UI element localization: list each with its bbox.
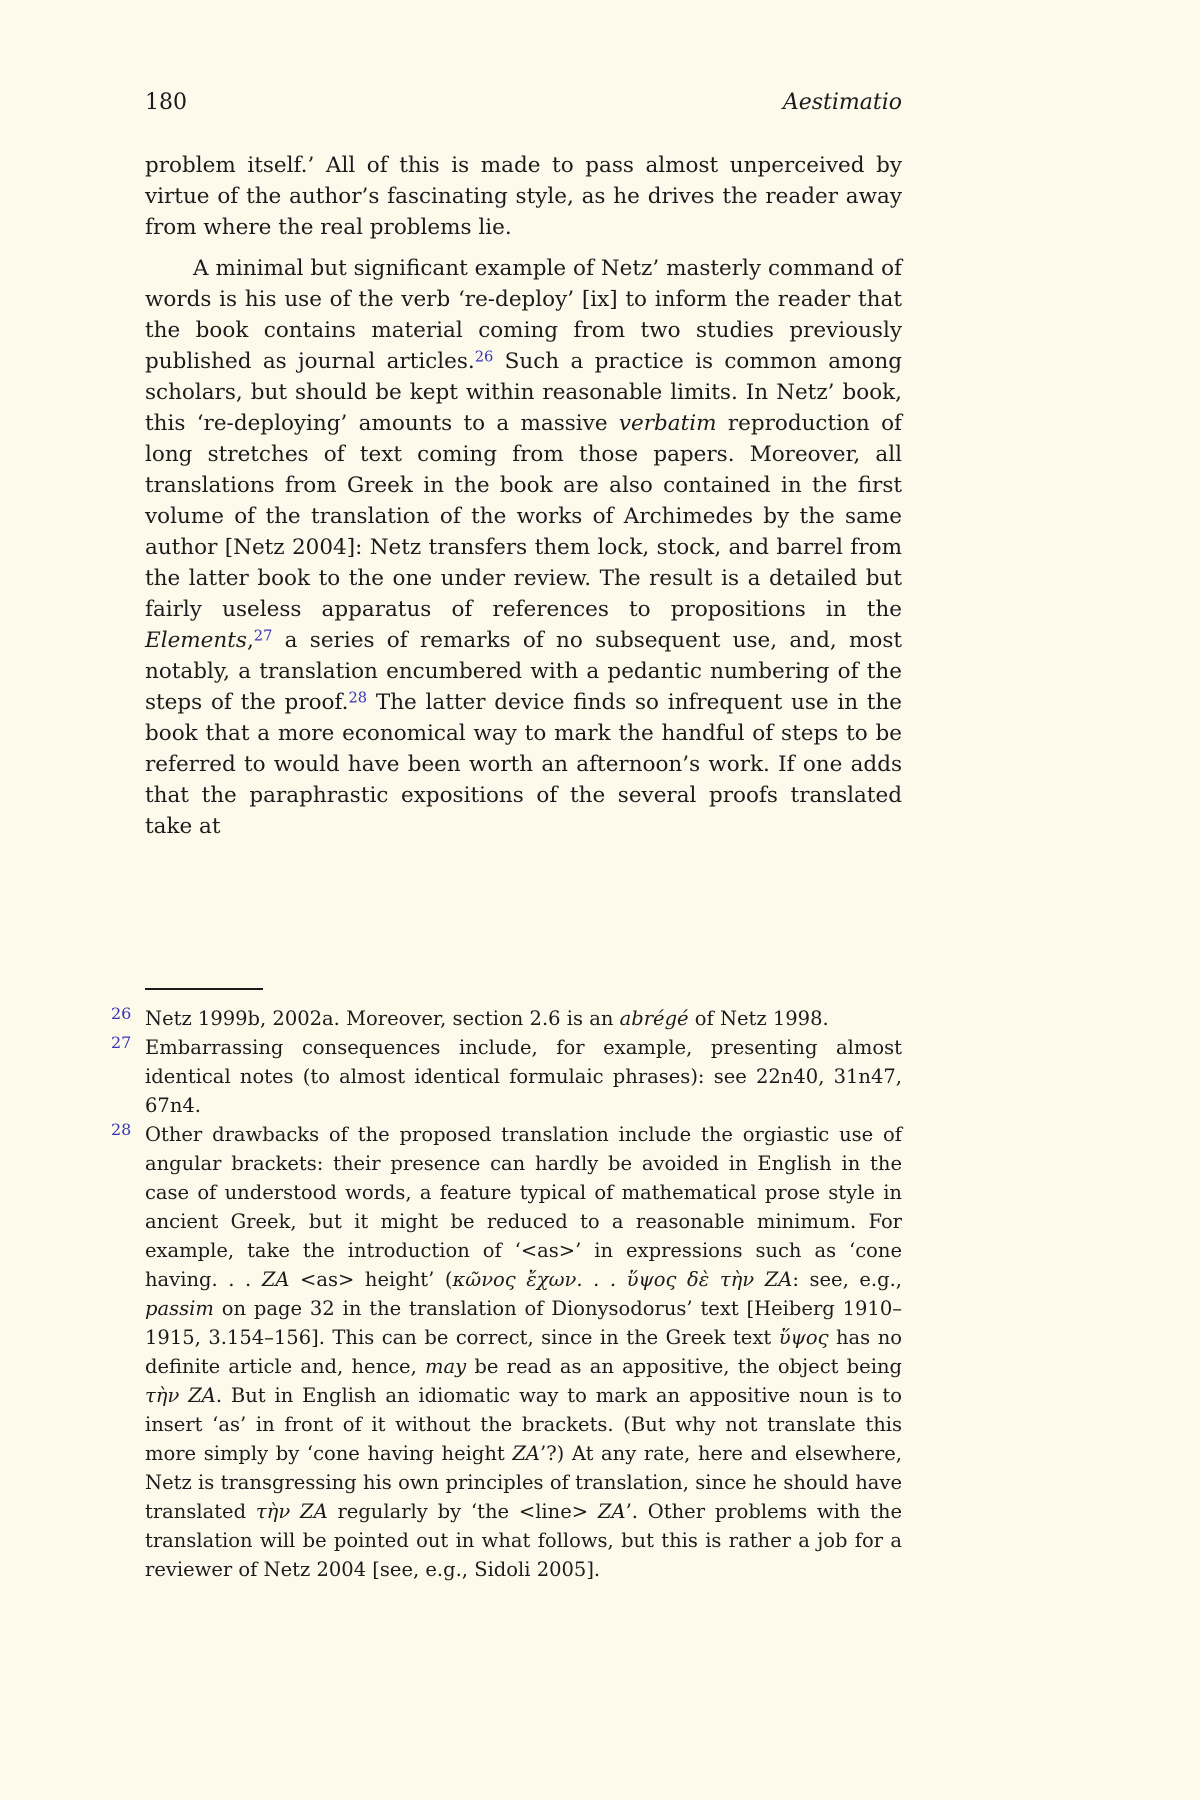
text-run: reproduction of long stretches of text coming from those papers. Moreover, all translations from Greek in the book are also contained in the first volume of the translation of the works of Archimedes by the same author [Netz 2004]: Netz transfers them lock, stock, and barrel from the latter book to the one under review. The result is a detailed but fairly useless apparatus of references to propositions in the	[145, 411, 902, 622]
running-head: Aestimatio	[782, 90, 902, 115]
body-text	[145, 150, 902, 842]
text-run: ’?) At any rate, here and elsewhere, Netz is transgressing his own principles of translation, since he should have translated	[145, 1442, 902, 1523]
text-run: a series of remarks of no subsequent use, and, most notably, a translation encumbered with a pedantic numbering of the steps of the proof.	[145, 628, 902, 715]
text-run: Elements	[145, 628, 247, 653]
text-run: on page 32 in the translation of Dionysodorus’ text [Heiberg 1910–1915, 3.154–156]. This can be correct, since in the Greek text	[145, 1297, 902, 1349]
text-run: τὴν ΖΑ	[145, 1384, 216, 1407]
text-run: has no definite article and, hence,	[145, 1326, 902, 1378]
footnote-rule	[145, 988, 263, 990]
text-run: The latter device finds so infrequent use in the book that a more economical way to mark the handful of steps to be referred to would have been worth an afternoon’s work. If one adds that the paraphrastic expositions of the several proofs translated take at	[145, 690, 903, 839]
footnotes-section	[111, 988, 903, 1584]
text-run: ’. Other problems with the translation will be pointed out in what follows, but this is rather a job for a reviewer of Netz 2004 [see, e.g., Sidoli 2005].	[145, 1500, 902, 1581]
text-run: ,	[246, 628, 254, 653]
text-run: ZA	[597, 1500, 626, 1523]
footnote-text	[145, 1007, 829, 1030]
footnote	[111, 1004, 902, 1033]
text-run: ZA	[261, 1268, 290, 1291]
paragraph	[145, 150, 902, 243]
page-header	[145, 88, 902, 118]
footnote	[111, 1033, 902, 1120]
text-run: Netz 1999b, 2002a. Moreover, section 2.6 is an	[145, 1007, 620, 1030]
text-run: Such a practice is common among scholars, but should be kept within reasonable limits. In Netz’ book, this ‘re-deploying’ amounts to a massive	[145, 349, 902, 436]
text-run: : see, e.g.,	[792, 1268, 902, 1291]
footnote-text	[145, 1123, 902, 1581]
text-run: of Netz 1998.	[688, 1007, 829, 1030]
text-run: ZA	[512, 1442, 540, 1465]
paragraph	[145, 253, 902, 842]
text-run: . But in English an idiomatic way to mark an appositive noun is to insert ‘as’ in front of it without the brackets. (But why not translate this more simply by ‘cone having height	[145, 1384, 903, 1465]
text-run: passim	[145, 1297, 214, 1320]
footnote-marker[interactable]: 26	[111, 1004, 132, 1023]
text-run: Embarrassing consequences include, for example, presenting almost identical notes (to almost identical formulaic phrases): see 22n40, 31n47, 67n4.	[145, 1036, 902, 1117]
footnote-ref[interactable]: 28	[348, 689, 368, 707]
text-run: problem itself.’ All of this is made to pass almost unperceived by virtue of the author’s fascinating style, as he drives the reader away from where the real problems lie.	[145, 153, 902, 240]
text-run: be read as an appositive, the object being	[466, 1355, 902, 1378]
text-run: τὴν ΖΑ	[255, 1500, 328, 1523]
footnote-marker[interactable]: 28	[111, 1120, 132, 1139]
text-column	[111, 88, 903, 1584]
text-run: regularly by ‘the <line>	[327, 1500, 598, 1523]
footnote-ref[interactable]: 27	[253, 627, 273, 645]
text-run: Other drawbacks of the proposed translation include the orgiastic use of angular brackets: their presence can hardly be avoided in English in the case of understood words, a feature typical of mathematical prose style in ancient Greek, but it might be reduced to a reasonable minimum. For example, take the introduction of ‘<as>’ in expressions such as ‘cone having. . .	[145, 1123, 902, 1291]
footnote-ref[interactable]: 26	[474, 348, 494, 366]
text-run: κῶνος ἔχων. . . ὕψος δὲ τὴν ΖΑ	[452, 1268, 793, 1291]
footnote	[111, 1120, 903, 1584]
text-run: ὕψος	[778, 1326, 829, 1349]
text-run: verbatim	[618, 411, 717, 436]
text-run: A minimal but significant example of Netz’ masterly command of words is his use of the verb ‘re-deploy’ [ix] to inform the reader that the book contains material coming from two studies previously published as journal articles.	[145, 256, 902, 374]
footnote-marker[interactable]: 27	[111, 1033, 132, 1052]
text-run: abrégé	[619, 1007, 689, 1030]
text-run: may	[425, 1355, 467, 1378]
page-number: 180	[145, 90, 187, 115]
text-run: <as> height’ (	[289, 1268, 453, 1291]
footnote-text	[145, 1036, 902, 1117]
